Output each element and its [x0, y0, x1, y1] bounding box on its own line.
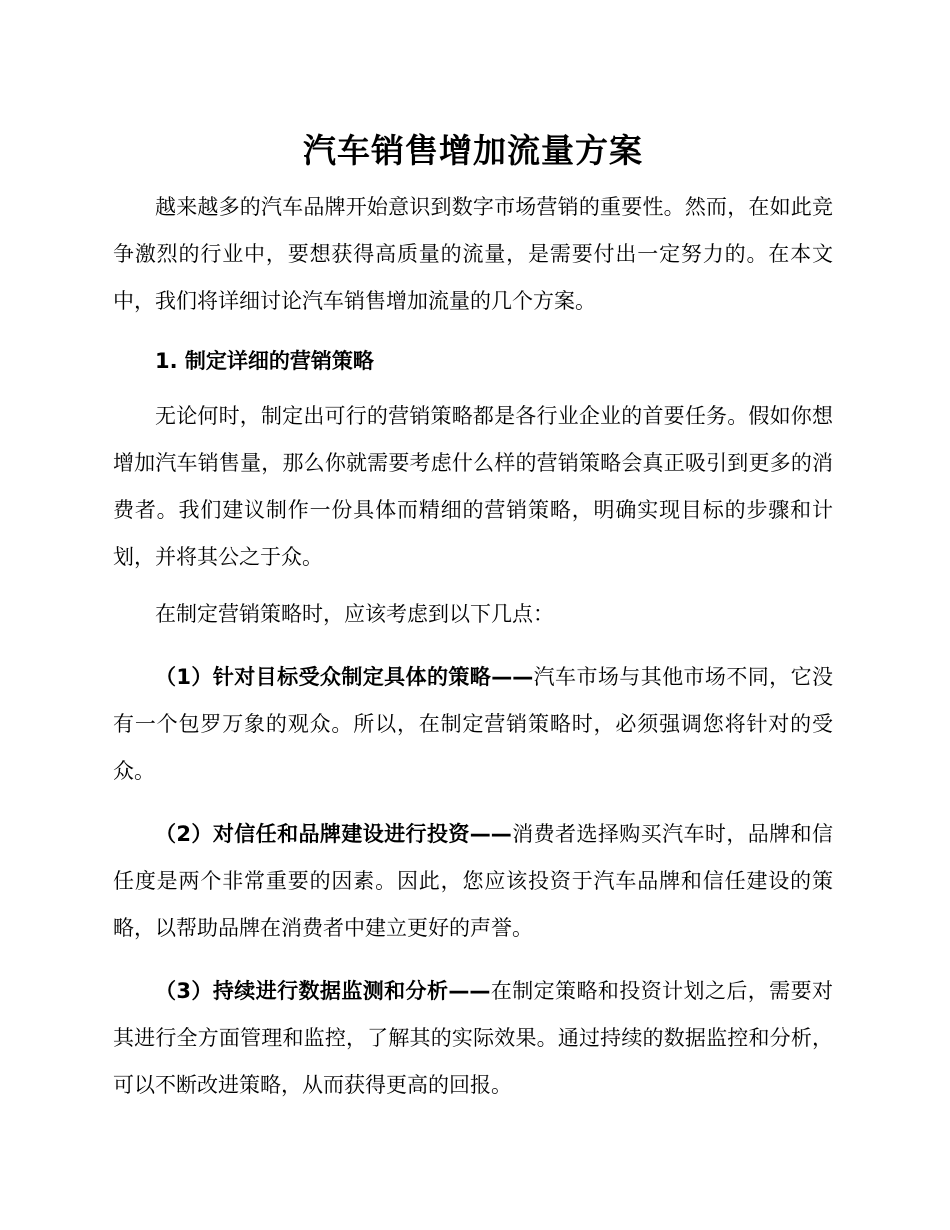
document-body: [113, 128, 833, 1109]
list-intro: 在制定营销策略时，应该考虑到以下几点：: [155, 602, 554, 626]
list-item-lead: （2）对信任和品牌建设进行投资——: [155, 822, 512, 846]
list-item: [113, 968, 833, 1109]
list-item-lead: （1）针对目标受众制定具体的策略——: [155, 665, 534, 689]
list-item-text: 汽车市场与其他市场不同，它没有一个包罗万象的观众。所以，在制定营销策略时，必须强调您将针对的受众。: [113, 665, 833, 783]
list-item: [113, 811, 833, 952]
list-item-lead: （3）持续进行数据监测和分析——: [155, 979, 491, 1003]
intro-paragraph: 越来越多的汽车品牌开始意识到数字市场营销的重要性。然而，在如此竞争激烈的行业中，要想获得高质量的流量，是需要付出一定努力的。在本文中，我们将详细讨论汽车销售增加流量的几个方案。: [113, 195, 833, 313]
list-item-text: 消费者选择购买汽车时，品牌和信任度是两个非常重要的因素。因此，您应该投资于汽车品牌和信任建设的策略，以帮助品牌在消费者中建立更好的声誉。: [113, 822, 833, 940]
list-item-text: 在制定策略和投资计划之后，需要对其进行全方面管理和监控，了解其的实际效果。通过持续的数据监控和分析，可以不断改进策略，从而获得更高的回报。: [113, 979, 833, 1097]
list-item: [113, 654, 833, 795]
section-paragraph: 无论何时，制定出可行的营销策略都是各行业企业的首要任务。假如你想增加汽车销售量，那么你就需要考虑什么样的营销策略会真正吸引到更多的消费者。我们建议制作一份具体而精细的营销策略，明确实现目标的步骤和计划，并将其公之于众。: [113, 404, 833, 569]
section-heading: 1. 制定详细的营销策略: [155, 349, 374, 373]
document-title: 汽车销售增加流量方案: [303, 131, 643, 170]
